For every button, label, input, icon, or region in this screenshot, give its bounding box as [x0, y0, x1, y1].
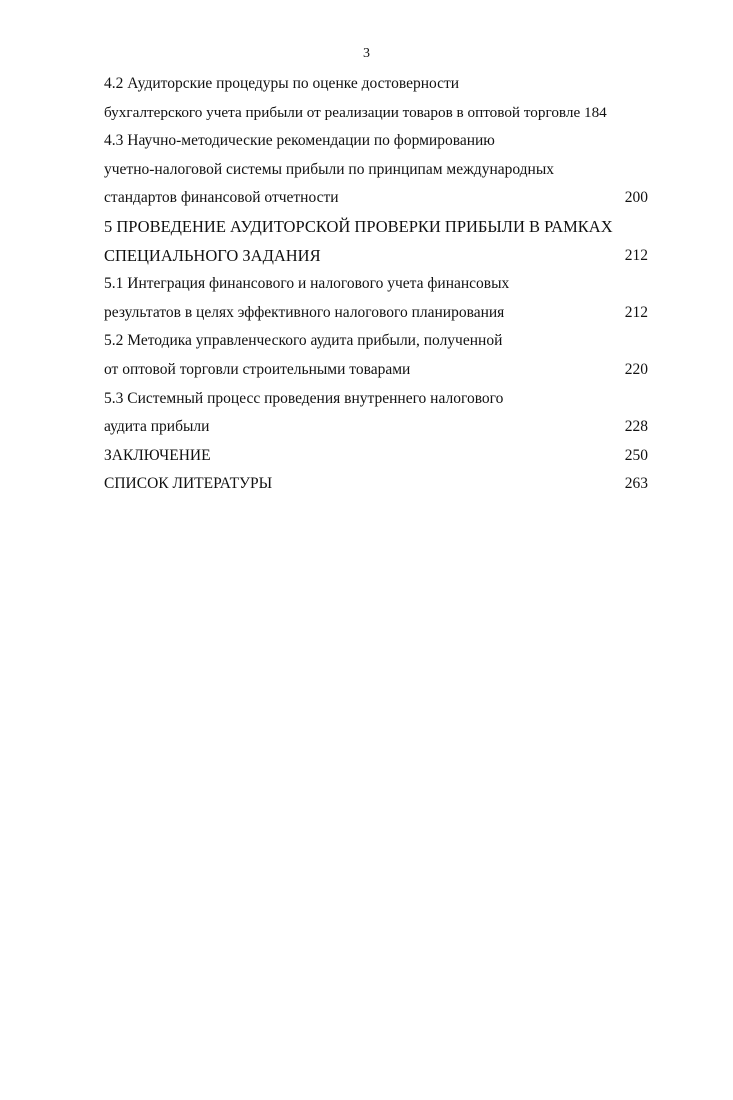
- toc-entry-text: бухгалтерского учета прибыли от реализации товаров в оптовой торговле 184: [104, 103, 607, 121]
- toc-entry-page-number: 250: [624, 446, 648, 464]
- toc-entry-text: 5.3 Системный процесс проведения внутреннего налогового: [104, 389, 504, 407]
- toc-entry-page-number: 228: [624, 418, 648, 436]
- toc-entry-5-3-line-2: [104, 413, 648, 442]
- toc-entry-page-number: 220: [624, 360, 648, 378]
- page-number: 3: [363, 46, 370, 61]
- toc-entry-5-3-line-1: [104, 385, 648, 414]
- toc-entry-chapter-5-line-2: [104, 242, 648, 271]
- toc-entry-page-number: 212: [624, 303, 648, 321]
- toc-entry-text: 4.3 Научно-методические рекомендации по формированию: [104, 132, 495, 150]
- toc-entry-5-2-line-1: [104, 327, 648, 356]
- toc-entry-text: 4.2 Аудиторские процедуры по оценке достоверности: [104, 75, 460, 92]
- toc-entry-text: ЗАКЛЮЧЕНИЕ: [104, 446, 211, 464]
- toc-entry-text: 5.1 Интеграция финансового и налогового учета финансовых: [104, 275, 510, 293]
- toc-entry-text: СПИСОК ЛИТЕРАТУРЫ: [104, 475, 273, 493]
- toc-entry-text: от оптовой торговли строительными товарами: [104, 360, 411, 378]
- toc-entry-5-2-line-2: [104, 356, 648, 385]
- toc-entry-chapter-5-line-1: [104, 213, 648, 242]
- toc-entry-text: СПЕЦИАЛЬНОГО ЗАДАНИЯ: [104, 245, 321, 265]
- toc-entry-text: аудита прибыли: [104, 418, 210, 436]
- toc-entry-4-3-line-2: [104, 156, 648, 185]
- toc-entry-page-number: 263: [624, 475, 648, 493]
- toc-entry-4-2-line-2: [104, 99, 648, 128]
- toc-entry-page-number: 212: [624, 246, 648, 264]
- toc-entry-references: [104, 470, 648, 499]
- toc-entry-5-1-line-1: [104, 270, 648, 299]
- toc-entry-4-3-line-1: [104, 127, 648, 156]
- toc-entry-text: учетно-налоговой системы прибыли по принципам международных: [104, 160, 555, 178]
- toc-entry-conclusion: [104, 442, 648, 471]
- toc-entry-text: 5 ПРОВЕДЕНИЕ АУДИТОРСКОЙ ПРОВЕРКИ ПРИБЫЛИ В РАМКАХ: [104, 216, 613, 236]
- toc-entry-text: 5.2 Методика управленческого аудита прибыли, полученной: [104, 332, 503, 350]
- toc-entry-5-1-line-2: [104, 299, 648, 328]
- toc-entry-page-number: 200: [624, 189, 648, 207]
- toc-entry-4-3-line-3: [104, 184, 648, 213]
- toc-entry-text: результатов в целях эффективного налогового планирования: [104, 303, 505, 321]
- toc-entry-text: стандартов финансовой отчетности: [104, 189, 339, 207]
- table-of-contents: [104, 70, 648, 499]
- toc-entry-4-2-line-1: [104, 70, 648, 99]
